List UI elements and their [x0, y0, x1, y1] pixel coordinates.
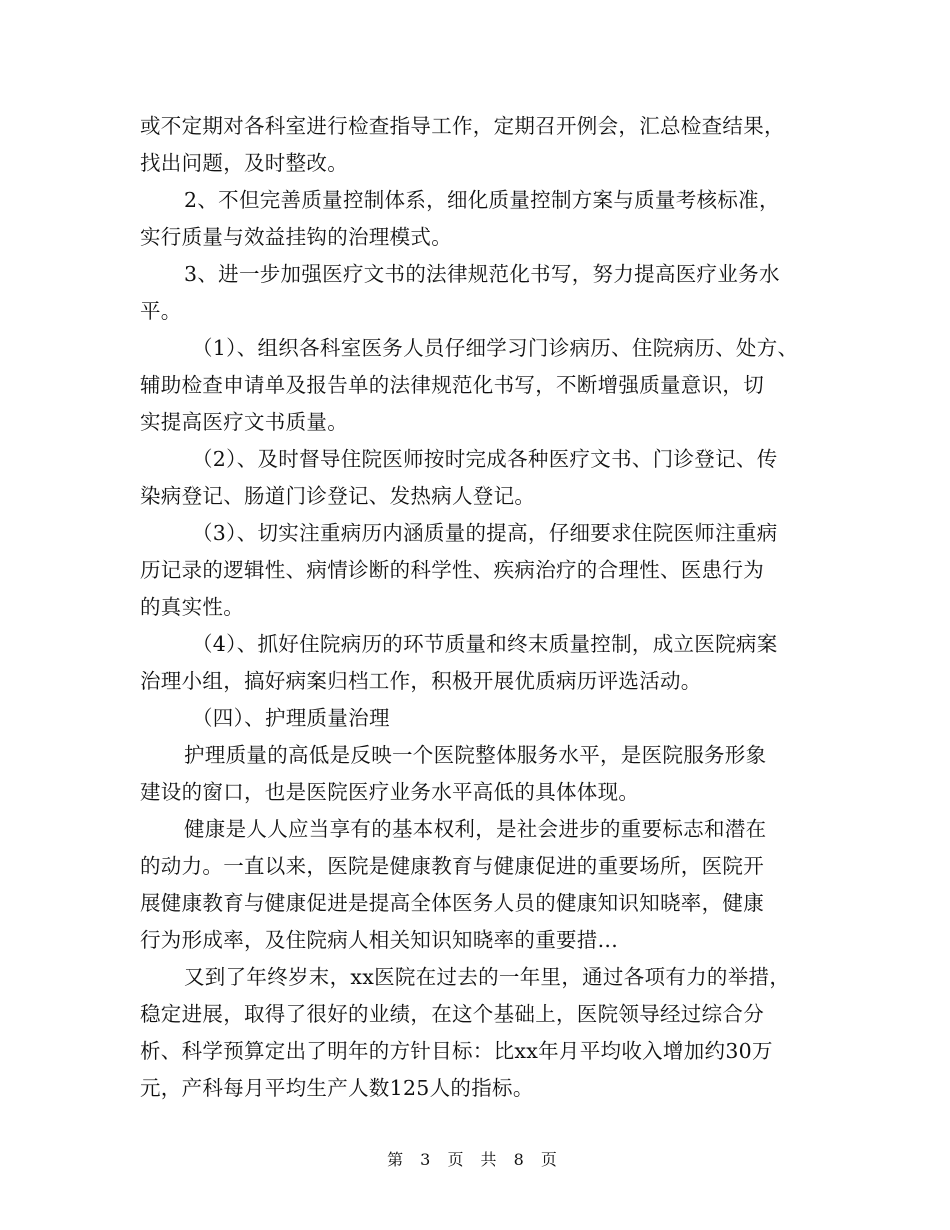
paragraph-start: 护理质量的高低是反映一个医院整体服务水平，是医院服务形象	[184, 743, 767, 767]
paragraph-start: 健康是人人应当享有的基本权利，是社会进步的重要标志和潜在	[184, 817, 767, 841]
text-line: 析、科学预算定出了明年的方针目标：比xx年月平均收入增加约30万	[140, 1039, 773, 1063]
text-line: 元，产科每月平均生产人数125人的指标。	[140, 1076, 534, 1100]
text-line: 治理小组，搞好病案归档工作，积极开展优质病历评选活动。	[140, 669, 702, 693]
text-line: 的真实性。	[140, 595, 244, 619]
sub-item-2: （2）、及时督导住院医师按时完成各种医疗文书、门诊登记、传	[192, 447, 778, 471]
text-line: 实行质量与效益挂钩的治理模式。	[140, 225, 452, 249]
text-line: 的动力。一直以来，医院是健康教育与健康促进的重要场所，医院开	[140, 854, 764, 878]
text-line: 实提高医疗文书质量。	[140, 410, 348, 434]
paragraph-start: 又到了年终岁末，xx医院在过去的一年里，通过各项有力的举措，	[184, 965, 791, 989]
text-line: 历记录的逻辑性、病情诊断的科学性、疾病治疗的合理性、医患行为	[140, 558, 764, 582]
text-line: 染病登记、肠道门诊登记、发热病人登记。	[140, 484, 536, 508]
sub-item-3: （3）、切实注重病历内涵质量的提高，仔细要求住院医师注重病	[192, 521, 778, 545]
sub-item-1: （1）、组织各科室医务人员仔细学习门诊病历、住院病历、处方、	[192, 336, 799, 360]
text-line: 稳定进展，取得了很好的业绩，在这个基础上，医院领导经过综合分	[140, 1002, 764, 1026]
document-body	[140, 108, 820, 1107]
sub-item-4: （4）、抓好住院病历的环节质量和终末质量控制，成立医院病案	[192, 632, 778, 656]
text-line: 展健康教育与健康促进是提高全体医务人员的健康知识知晓率，健康	[140, 891, 764, 915]
text-line: 或不定期对各科室进行检查指导工作，定期召开例会，汇总检查结果，	[140, 114, 785, 138]
section-heading: （四）、护理质量治理	[192, 706, 390, 730]
list-item-3: 3、进一步加强医疗文书的法律规范化书写，努力提高医疗业务水	[184, 262, 780, 286]
page-number: 第 3 页 共 8 页	[387, 1150, 563, 1169]
text-line: 平。	[140, 299, 182, 323]
text-line: 找出问题，及时整改。	[140, 151, 348, 175]
text-line: 行为形成率，及住院病人相关知识知晓率的重要措...	[140, 928, 619, 952]
list-item-2: 2、不但完善质量控制体系，细化质量控制方案与质量考核标准，	[184, 188, 780, 212]
text-line: 建设的窗口，也是医院医疗业务水平高低的具体体现。	[140, 780, 640, 804]
text-line: 辅助检查申请单及报告单的法律规范化书写，不断增强质量意识，切	[140, 373, 764, 397]
